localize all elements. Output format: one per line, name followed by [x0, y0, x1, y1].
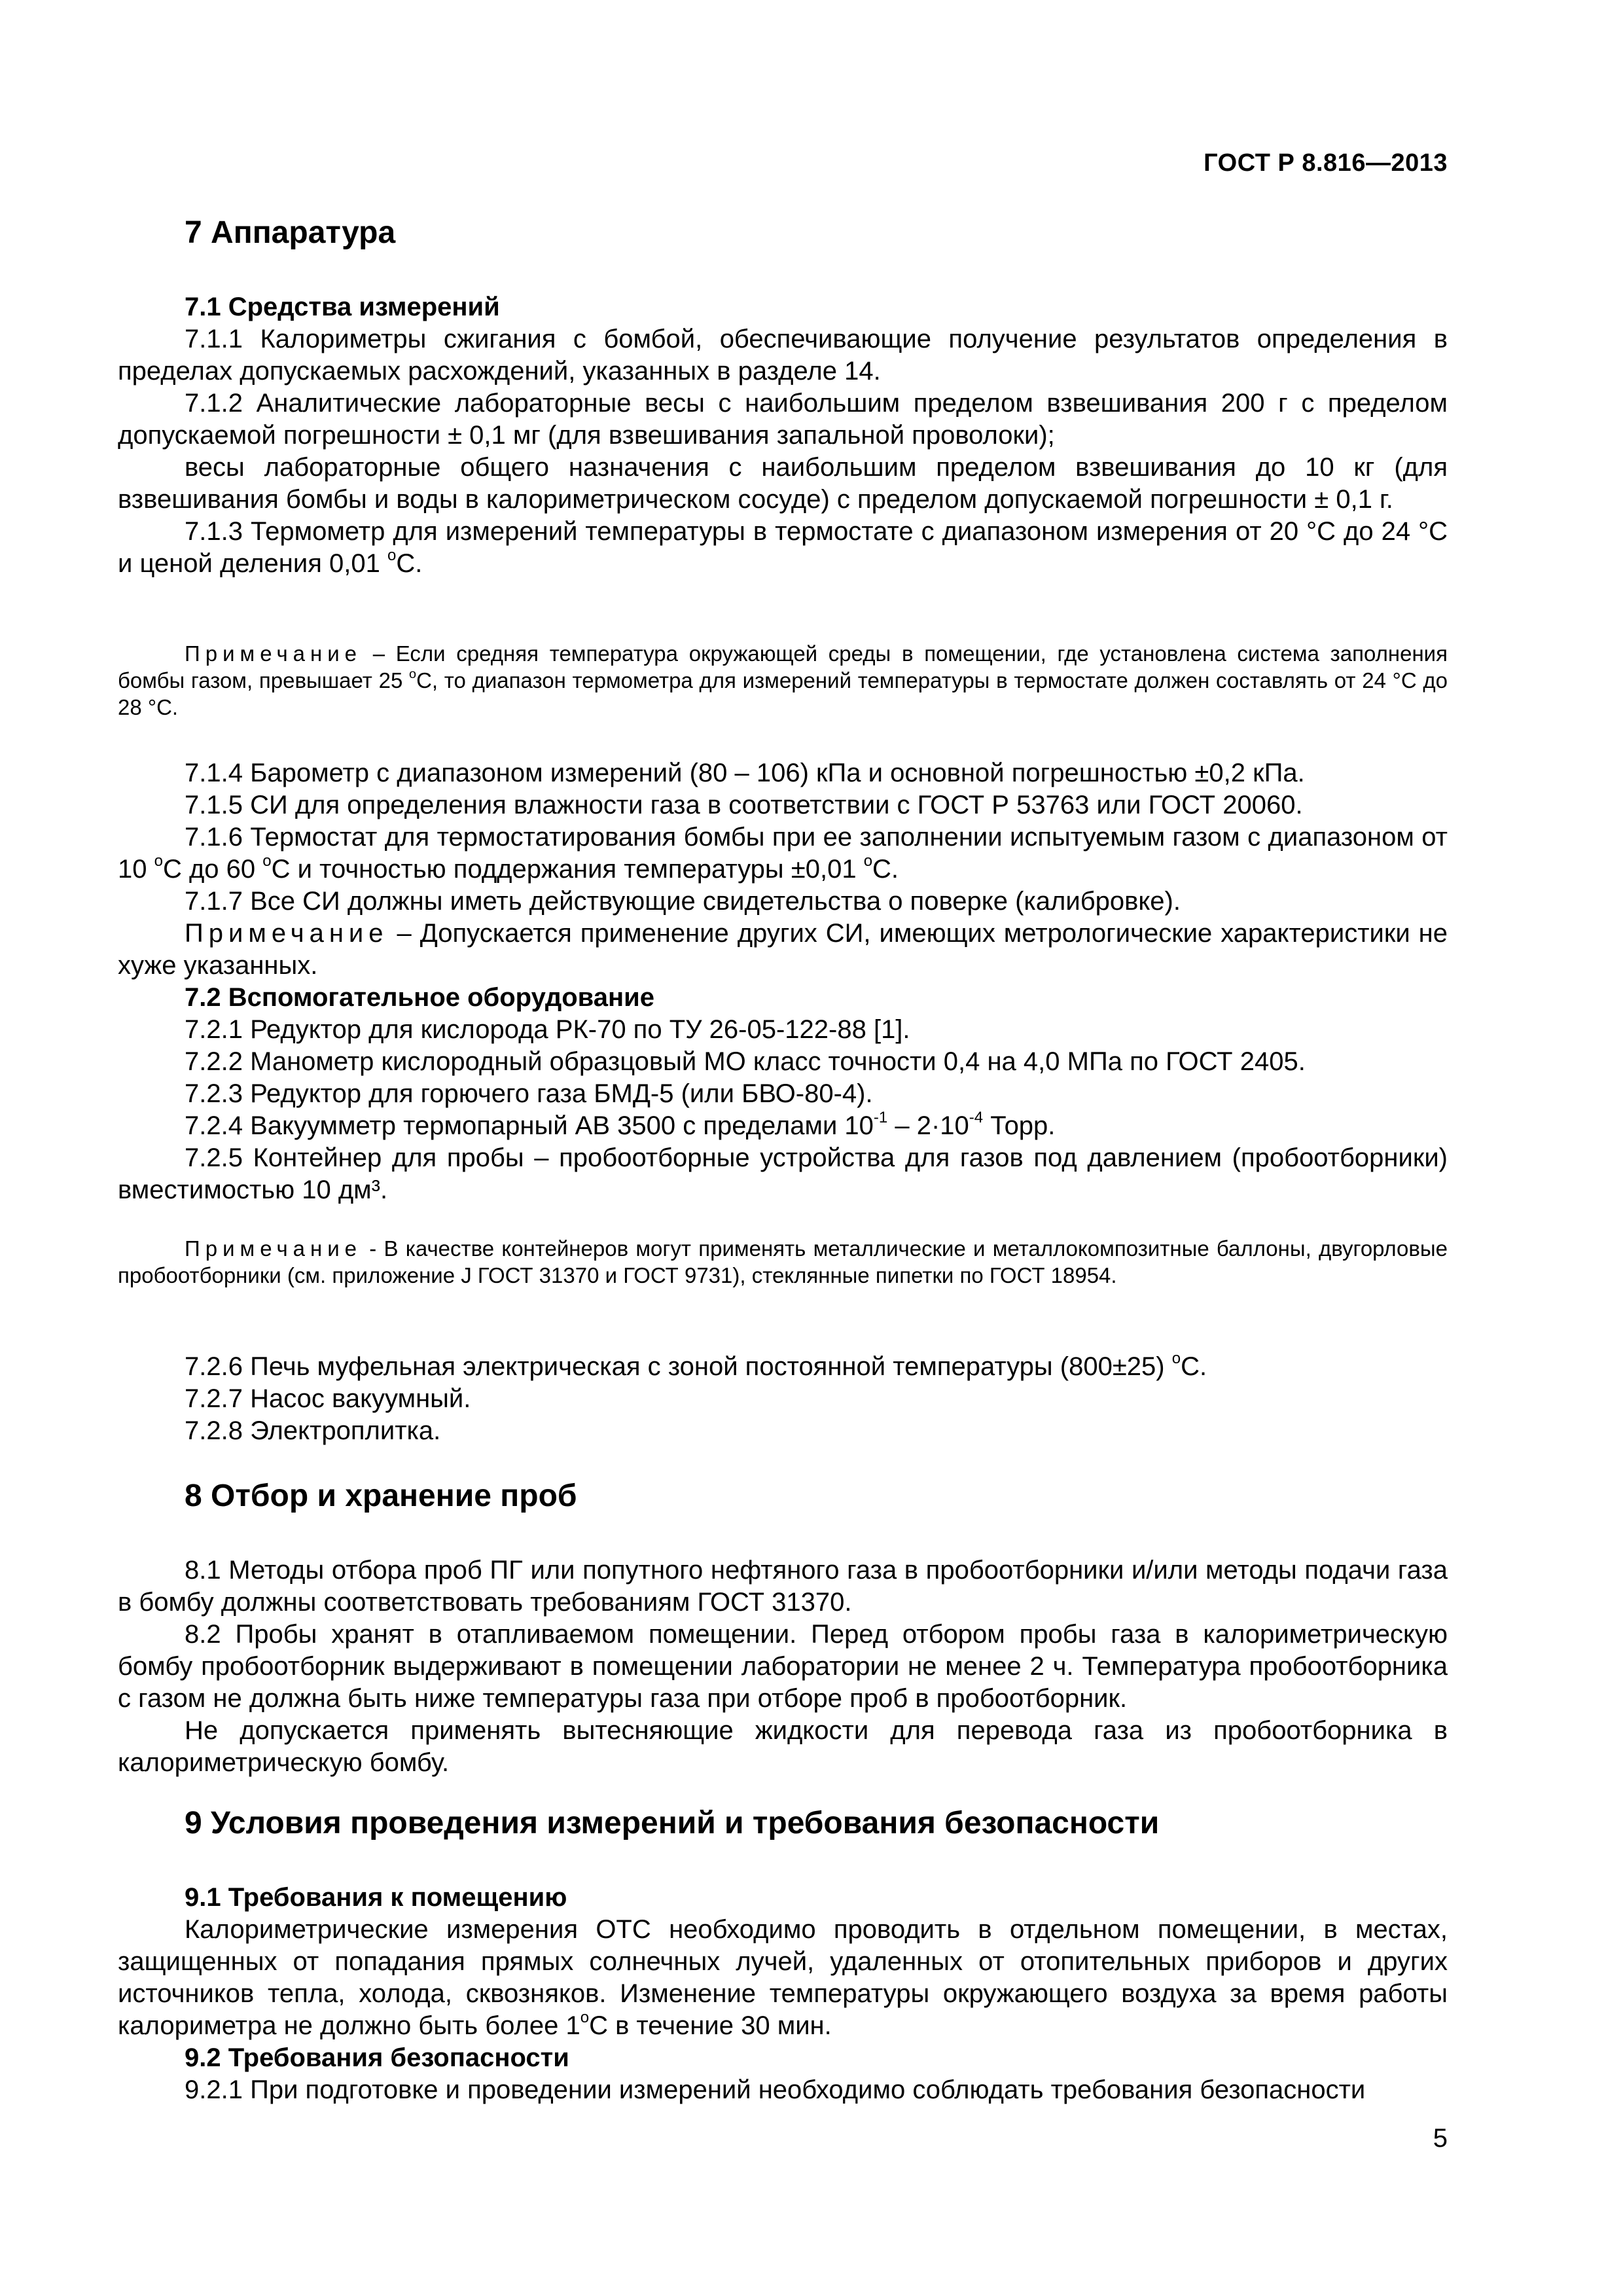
paragraph-7-1-1: 7.1.1 Калориметры сжигания с бомбой, обеспечивающие получение результатов определения в пределах допускаемых расхождений, указанных в разделе 14. — [118, 325, 1448, 386]
note-3: Примечание - В качестве контейнеров могут применять металлические и металлокомпозитные баллоны, двугорловые пробоотборники (см. приложение J ГОСТ 31370 и ГОСТ 9731), стеклянные пипетки по ГОСТ 18954. — [118, 1236, 1448, 1287]
subsection-7-2-heading: 7.2 Вспомогательное оборудование — [185, 983, 654, 1012]
paragraph-7-2-4: 7.2.4 Вакуумметр термопарный АВ 3500 с пределами $10^{-1} - 2\cdot 10^{-4}$ Торр. — [185, 1109, 1056, 1140]
paragraph-8-1: 8.1 Методы отбора проб ПГ или попутного нефтяного газа в пробоотборники и/или методы подачи газа в бомбу должны соответствовать требованиям ГОСТ 31370. — [118, 1556, 1448, 1617]
section-7-1-block — [118, 291, 1448, 580]
paragraph-9-2-1: 9.2.1 При подготовке и проведении измерений необходимо соблюдать требования безопасности — [185, 2075, 1366, 2104]
note-2: Примечание – Допускается применение других СИ, имеющих метрологические характеристики не хуже указанных. — [118, 919, 1448, 980]
paragraph-7-2-3: 7.2.3 Редуктор для горючего газа БМД-5 (или БВО-80-4). — [185, 1079, 873, 1108]
paragraph-7-1-6: 7.1.6 Термостат для термостатирования бомбы при ее заполнении испытуемым газом с диапазоном от 10 $^о$С до 60 $^о$С и точностью поддержания температуры ±0,01 $^о$С. — [118, 823, 1448, 884]
paragraph-7-1-7: 7.1.7 Все СИ должны иметь действующие свидетельства о поверке (калибровке). — [185, 887, 1181, 916]
paragraph-8-3: Не допускается применять вытесняющие жидкости для перевода газа из пробоотборника в калориметрическую бомбу. — [118, 1716, 1448, 1777]
paragraph-7-2-7: 7.2.7 Насос вакуумный. — [185, 1384, 471, 1413]
paragraph-7-2-6: 7.2.6 Печь муфельная электрическая с зоной постоянной температуры (800±25) $^о$С. — [185, 1350, 1207, 1381]
section-9-block — [118, 1882, 1448, 2106]
paragraph-7-2-2: 7.2.2 Манометр кислородный образцовый МО класс точности 0,4 на 4,0 МПа по ГОСТ 2405. — [185, 1047, 1306, 1076]
standard-header: ГОСТ Р 8.816—2013 — [1204, 149, 1448, 177]
paragraph-7-2-8: 7.2.8 Электроплитка. — [185, 1416, 441, 1445]
note-label: Примечание — [185, 919, 389, 948]
paragraph-8-2: 8.2 Пробы хранят в отапливаемом помещении. Перед отбором пробы газа в калориметрическую бомбу пробоотборник выдерживают в помещении лаборатории не менее 2 ч. Температура пробоотборника с газом не должна быть ниже температуры газа при отборе проб в пробоотборник. — [118, 1620, 1448, 1713]
section-7-1-4-block — [118, 757, 1448, 1206]
section-7-title: 7 Аппаратура — [185, 215, 396, 250]
note-1: Примечание – Если средняя температура окружающей среды в помещении, где установлена система заполнения бомбы газом, превышает 25 $^о$С, то диапазон термометра для измерений температуры в термостате должен составлять от 24 °С до 28 °С. — [118, 641, 1448, 719]
paragraph-7-1-2-cont: весы лабораторные общего назначения с наибольшим пределом взвешивания до 10 кг (для взвешивания бомбы и воды в калориметрическом сосуде) с пределом допускаемой погрешности ± 0,1 г. — [118, 453, 1448, 514]
note-label: Примечание — [185, 641, 363, 666]
section-8-title: 8 Отбор и хранение проб — [185, 1479, 577, 1513]
subsection-9-2-heading: 9.2 Требования безопасности — [185, 2043, 569, 2072]
paragraph-7-1-5: 7.1.5 СИ для определения влажности газа в соответствии с ГОСТ Р 53763 или ГОСТ 20060. — [185, 791, 1303, 819]
note-label: Примечание — [185, 1236, 363, 1261]
paragraph-7-1-4: 7.1.4 Барометр с диапазоном измерений (80 – 106) кПа и основной погрешностью ±0,2 кПа. — [185, 759, 1305, 787]
paragraph-7-1-2: 7.1.2 Аналитические лабораторные весы с наибольшим пределом взвешивания 200 г с пределом допускаемой погрешности ± 0,1 мг (для взвешивания запальной проволоки); — [118, 389, 1448, 450]
section-8-block — [118, 1554, 1448, 1779]
paragraph-9-1: Калориметрические измерения ОТС необходимо проводить в отдельном помещении, в местах, защищенных от попадания прямых солнечных лучей, удаленных от отопительных приборов и других источников тепла, холода, сквозняков. Изменение температуры окружающего воздуха за время работы калориметра не должно быть более $1^оС$ в течение 30 мин. — [118, 1915, 1448, 2040]
paragraph-7-2-5: 7.2.5 Контейнер для пробы – пробоотборные устройства для газов под давлением (пробоотборники) вместимостью 10 дм³. — [118, 1143, 1448, 1204]
subsection-7-1-heading: 7.1 Средства измерений — [185, 293, 500, 321]
subsection-9-1-heading: 9.1 Требования к помещению — [185, 1883, 567, 1912]
section-7-2-6-block — [118, 1351, 1448, 1447]
paragraph-7-1-3: 7.1.3 Термометр для измерений температуры в термостате с диапазоном измерения от 20 °С до 24 °С и ценой деления 0,01 $^о$С. — [118, 517, 1448, 578]
page-number: 5 — [1433, 2124, 1448, 2153]
section-9-title: 9 Условия проведения измерений и требования безопасности — [185, 1806, 1160, 1840]
paragraph-7-2-1: 7.2.1 Редуктор для кислорода РК-70 по ТУ 26-05-122-88 [1]. — [185, 1015, 910, 1044]
